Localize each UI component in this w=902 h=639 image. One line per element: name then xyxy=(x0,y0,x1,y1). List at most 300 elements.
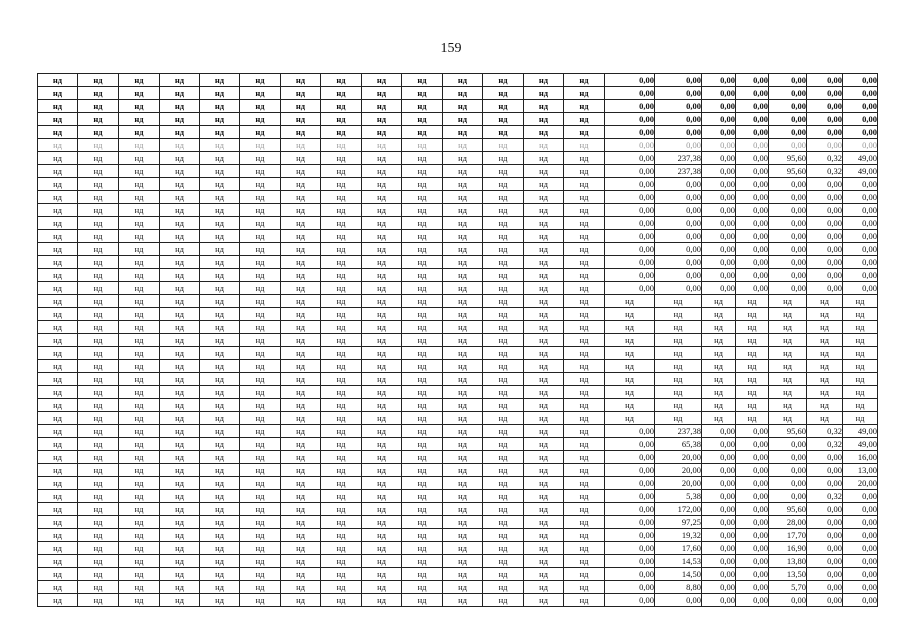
table-cell: нд xyxy=(483,269,524,282)
table-cell: нд xyxy=(38,321,78,334)
table-cell: нд xyxy=(78,217,119,230)
table-cell: нд xyxy=(443,282,483,295)
table-cell: 5,38 xyxy=(655,490,702,503)
table-cell: нд xyxy=(443,464,483,477)
table-cell: нд xyxy=(362,256,402,269)
table-cell: нд xyxy=(38,139,78,152)
table-cell: нд xyxy=(769,347,807,360)
table-cell: 97,25 xyxy=(655,516,702,529)
table-cell: 0,00 xyxy=(702,438,736,451)
table-cell: нд xyxy=(240,464,281,477)
table-cell: нд xyxy=(362,581,402,594)
table-cell: 0,00 xyxy=(807,503,843,516)
table-cell: нд xyxy=(38,568,78,581)
table-row xyxy=(38,178,878,191)
table-cell: нд xyxy=(240,321,281,334)
table-cell: нд xyxy=(736,295,769,308)
table-cell: нд xyxy=(38,334,78,347)
table-cell: нд xyxy=(605,412,655,425)
table-cell: 16,00 xyxy=(843,451,878,464)
table-cell: нд xyxy=(483,178,524,191)
table-cell: нд xyxy=(524,282,564,295)
table-cell: нд xyxy=(736,347,769,360)
table-cell: 0,00 xyxy=(807,451,843,464)
table-cell: нд xyxy=(443,308,483,321)
table-cell: 0,00 xyxy=(702,230,736,243)
table-cell: нд xyxy=(119,295,160,308)
table-cell: 0,00 xyxy=(807,581,843,594)
table-cell: нд xyxy=(524,516,564,529)
table-cell: 0,00 xyxy=(605,477,655,490)
table-cell: нд xyxy=(483,87,524,100)
table-cell: 0,00 xyxy=(843,191,878,204)
table-cell: нд xyxy=(443,165,483,178)
table-cell: нд xyxy=(655,412,702,425)
table-cell: нд xyxy=(119,204,160,217)
table-cell: 0,00 xyxy=(843,555,878,568)
table-cell: 0,00 xyxy=(807,191,843,204)
table-cell: нд xyxy=(200,542,240,555)
table-cell: нд xyxy=(38,191,78,204)
table-cell: нд xyxy=(200,477,240,490)
table-cell: нд xyxy=(443,412,483,425)
table-cell: 0,32 xyxy=(807,425,843,438)
table-cell: 0,00 xyxy=(655,100,702,113)
table-cell: 0,00 xyxy=(702,100,736,113)
table-cell: нд xyxy=(160,347,200,360)
table-cell: нд xyxy=(200,360,240,373)
table-cell: нд xyxy=(843,412,878,425)
table-cell: нд xyxy=(402,360,443,373)
table-row xyxy=(38,425,878,438)
table-cell: 0,00 xyxy=(769,282,807,295)
table-cell: нд xyxy=(160,516,200,529)
table-cell: нд xyxy=(483,308,524,321)
table-cell: 0,00 xyxy=(807,100,843,113)
table-cell: нд xyxy=(321,581,362,594)
table-cell: нд xyxy=(240,425,281,438)
table-cell: нд xyxy=(564,568,605,581)
table-cell: 0,00 xyxy=(736,451,769,464)
table-cell: нд xyxy=(564,321,605,334)
table-cell: 49,00 xyxy=(843,425,878,438)
table-cell: нд xyxy=(605,347,655,360)
table-cell: нд xyxy=(564,477,605,490)
table-cell: нд xyxy=(483,230,524,243)
table-cell: нд xyxy=(119,217,160,230)
table-cell: нд xyxy=(281,178,321,191)
table-cell: нд xyxy=(160,282,200,295)
table-cell: нд xyxy=(281,451,321,464)
table-cell: нд xyxy=(807,360,843,373)
table-row xyxy=(38,373,878,386)
table-cell: нд xyxy=(483,451,524,464)
table-cell: нд xyxy=(564,555,605,568)
table-cell: нд xyxy=(564,516,605,529)
table-cell: нд xyxy=(524,594,564,607)
table-cell: нд xyxy=(655,308,702,321)
table-cell: 0,00 xyxy=(702,74,736,87)
table-cell: нд xyxy=(843,321,878,334)
table-cell: 0,00 xyxy=(702,165,736,178)
table-cell: нд xyxy=(78,230,119,243)
table-cell: нд xyxy=(483,243,524,256)
table-cell: нд xyxy=(321,321,362,334)
table-cell: нд xyxy=(240,152,281,165)
table-cell: нд xyxy=(564,204,605,217)
table-row xyxy=(38,451,878,464)
table-row xyxy=(38,555,878,568)
table-cell: нд xyxy=(362,451,402,464)
table-cell: нд xyxy=(38,503,78,516)
table-cell: нд xyxy=(119,230,160,243)
table-cell: нд xyxy=(769,360,807,373)
table-cell: нд xyxy=(564,100,605,113)
table-cell: нд xyxy=(564,178,605,191)
table-row xyxy=(38,503,878,516)
table-cell: 0,00 xyxy=(736,516,769,529)
table-cell: нд xyxy=(402,269,443,282)
table-cell: нд xyxy=(78,399,119,412)
table-cell: нд xyxy=(564,373,605,386)
table-cell: 28,00 xyxy=(769,516,807,529)
table-cell: нд xyxy=(281,230,321,243)
table-cell: 0,32 xyxy=(807,490,843,503)
table-cell: 0,00 xyxy=(736,438,769,451)
table-cell: нд xyxy=(362,373,402,386)
table-cell: нд xyxy=(443,477,483,490)
table-cell: нд xyxy=(78,386,119,399)
table-row xyxy=(38,386,878,399)
table-cell: 0,00 xyxy=(807,529,843,542)
table-cell: 0,00 xyxy=(807,477,843,490)
table-row xyxy=(38,516,878,529)
table-row xyxy=(38,230,878,243)
table-cell: нд xyxy=(524,269,564,282)
table-cell: нд xyxy=(200,503,240,516)
table-cell: 0,00 xyxy=(702,282,736,295)
table-cell: 0,00 xyxy=(702,87,736,100)
table-cell: нд xyxy=(119,594,160,607)
table-cell: нд xyxy=(281,113,321,126)
table-cell: нд xyxy=(160,555,200,568)
table-cell: нд xyxy=(321,490,362,503)
table-cell: 0,00 xyxy=(769,126,807,139)
table-cell: нд xyxy=(443,386,483,399)
table-cell: нд xyxy=(402,321,443,334)
table-cell: нд xyxy=(281,334,321,347)
table-cell: 0,00 xyxy=(736,243,769,256)
table-cell: 0,00 xyxy=(843,87,878,100)
table-cell: нд xyxy=(38,399,78,412)
table-cell: 20,00 xyxy=(655,464,702,477)
table-cell: 0,00 xyxy=(736,568,769,581)
table-cell: нд xyxy=(843,373,878,386)
table-cell: 0,00 xyxy=(702,425,736,438)
table-cell: 0,00 xyxy=(807,516,843,529)
table-cell: нд xyxy=(843,334,878,347)
table-cell: нд xyxy=(524,321,564,334)
table-cell: нд xyxy=(119,399,160,412)
table-cell: 0,00 xyxy=(769,178,807,191)
table-cell: нд xyxy=(38,438,78,451)
table-cell: нд xyxy=(564,360,605,373)
table-cell: нд xyxy=(702,412,736,425)
table-cell: нд xyxy=(362,217,402,230)
table-cell: нд xyxy=(78,204,119,217)
table-cell: нд xyxy=(78,477,119,490)
table-cell: 0,00 xyxy=(702,594,736,607)
table-cell: нд xyxy=(240,438,281,451)
table-cell: нд xyxy=(240,126,281,139)
table-cell: нд xyxy=(281,243,321,256)
table-cell: нд xyxy=(119,425,160,438)
table-cell: нд xyxy=(160,386,200,399)
table-row xyxy=(38,282,878,295)
table-cell: нд xyxy=(38,594,78,607)
table-cell: нд xyxy=(807,347,843,360)
table-cell: 0,00 xyxy=(769,594,807,607)
table-cell: 8,80 xyxy=(655,581,702,594)
table-cell: нд xyxy=(524,230,564,243)
table-cell: нд xyxy=(362,568,402,581)
table-cell: нд xyxy=(281,412,321,425)
table-cell: нд xyxy=(443,126,483,139)
table-cell: нд xyxy=(564,256,605,269)
table-cell: нд xyxy=(524,256,564,269)
table-cell: 0,00 xyxy=(769,113,807,126)
table-cell: нд xyxy=(362,139,402,152)
table-cell: 0,00 xyxy=(605,113,655,126)
table-cell: нд xyxy=(362,464,402,477)
table-cell: нд xyxy=(160,425,200,438)
table-cell: нд xyxy=(119,555,160,568)
table-cell: нд xyxy=(200,373,240,386)
table-cell: 20,00 xyxy=(843,477,878,490)
table-cell: нд xyxy=(160,204,200,217)
table-cell: нд xyxy=(200,425,240,438)
table-cell: нд xyxy=(702,334,736,347)
table-cell: нд xyxy=(240,386,281,399)
table-cell: нд xyxy=(483,412,524,425)
table-cell: 0,00 xyxy=(605,243,655,256)
table-cell: 0,00 xyxy=(655,204,702,217)
table-cell: нд xyxy=(362,87,402,100)
table-cell: нд xyxy=(281,386,321,399)
table-cell: нд xyxy=(281,490,321,503)
table-cell: нд xyxy=(321,516,362,529)
table-cell: нд xyxy=(321,334,362,347)
table-cell: 0,00 xyxy=(736,282,769,295)
table-cell: нд xyxy=(843,295,878,308)
table-cell: нд xyxy=(240,477,281,490)
table-cell: 0,00 xyxy=(605,594,655,607)
table-cell: нд xyxy=(483,295,524,308)
table-cell: нд xyxy=(321,360,362,373)
table-cell: 0,00 xyxy=(807,594,843,607)
table-cell: 0,00 xyxy=(736,542,769,555)
table-cell: нд xyxy=(564,139,605,152)
table-cell: нд xyxy=(38,490,78,503)
table-cell: нд xyxy=(702,373,736,386)
table-cell: 95,60 xyxy=(769,503,807,516)
table-cell: нд xyxy=(807,386,843,399)
table-cell: нд xyxy=(78,74,119,87)
table-cell: нд xyxy=(119,503,160,516)
table-cell: нд xyxy=(736,412,769,425)
table-cell: нд xyxy=(443,581,483,594)
table-cell: нд xyxy=(281,542,321,555)
table-cell: 0,00 xyxy=(702,204,736,217)
table-cell: нд xyxy=(240,360,281,373)
table-cell: 0,00 xyxy=(736,204,769,217)
table-cell: нд xyxy=(769,308,807,321)
table-cell: 0,00 xyxy=(605,165,655,178)
table-cell: нд xyxy=(200,217,240,230)
table-cell: нд xyxy=(564,74,605,87)
table-cell: нд xyxy=(564,308,605,321)
table-cell: нд xyxy=(281,204,321,217)
table-cell: 0,00 xyxy=(702,490,736,503)
table-cell: 0,00 xyxy=(702,139,736,152)
table-cell: 0,00 xyxy=(655,243,702,256)
table-cell: нд xyxy=(564,581,605,594)
table-cell: 0,00 xyxy=(843,594,878,607)
table-cell: 0,00 xyxy=(736,594,769,607)
table-cell: нд xyxy=(119,581,160,594)
table-cell: нд xyxy=(564,425,605,438)
table-cell: нд xyxy=(38,87,78,100)
table-cell: нд xyxy=(200,490,240,503)
table-cell: 0,00 xyxy=(807,269,843,282)
table-cell: нд xyxy=(281,100,321,113)
table-cell: 95,60 xyxy=(769,425,807,438)
table-cell: нд xyxy=(564,464,605,477)
table-cell: нд xyxy=(240,594,281,607)
table-cell: нд xyxy=(321,347,362,360)
table-cell: нд xyxy=(524,139,564,152)
table-cell: нд xyxy=(321,412,362,425)
table-cell: нд xyxy=(281,516,321,529)
table-cell: нд xyxy=(402,152,443,165)
table-cell: нд xyxy=(402,464,443,477)
table-cell: 0,00 xyxy=(807,204,843,217)
table-cell: нд xyxy=(564,490,605,503)
table-cell: нд xyxy=(807,334,843,347)
table-cell: нд xyxy=(281,165,321,178)
table-cell: нд xyxy=(160,74,200,87)
table-cell: нд xyxy=(769,334,807,347)
table-cell: нд xyxy=(524,503,564,516)
table-cell: нд xyxy=(38,451,78,464)
table-cell: нд xyxy=(402,191,443,204)
table-cell: нд xyxy=(443,100,483,113)
table-cell: нд xyxy=(240,581,281,594)
table-cell: нд xyxy=(483,477,524,490)
table-cell: 0,00 xyxy=(736,464,769,477)
table-cell: нд xyxy=(240,568,281,581)
table-cell: нд xyxy=(655,360,702,373)
table-cell: нд xyxy=(78,594,119,607)
table-cell: нд xyxy=(119,152,160,165)
table-cell: нд xyxy=(362,529,402,542)
table-cell: нд xyxy=(119,347,160,360)
table-cell: 0,00 xyxy=(605,126,655,139)
table-row xyxy=(38,542,878,555)
table-cell: нд xyxy=(564,399,605,412)
table-cell: нд xyxy=(160,503,200,516)
table-cell: нд xyxy=(200,438,240,451)
table-cell: 16,90 xyxy=(769,542,807,555)
table-cell: 0,32 xyxy=(807,438,843,451)
table-cell: нд xyxy=(160,139,200,152)
table-cell: нд xyxy=(564,438,605,451)
table-cell: нд xyxy=(78,412,119,425)
table-cell: нд xyxy=(443,347,483,360)
table-cell: 0,00 xyxy=(605,269,655,282)
table-cell: нд xyxy=(240,490,281,503)
table-row xyxy=(38,139,878,152)
table-cell: нд xyxy=(200,74,240,87)
table-row xyxy=(38,243,878,256)
table-cell: нд xyxy=(119,178,160,191)
table-cell: нд xyxy=(402,100,443,113)
table-cell: нд xyxy=(160,594,200,607)
table-cell: нд xyxy=(200,321,240,334)
table-cell: нд xyxy=(78,568,119,581)
table-cell: нд xyxy=(78,308,119,321)
table-cell: 95,60 xyxy=(769,165,807,178)
table-cell: нд xyxy=(281,438,321,451)
table-row xyxy=(38,529,878,542)
table-cell: 13,00 xyxy=(843,464,878,477)
table-cell: нд xyxy=(78,87,119,100)
table-cell: нд xyxy=(160,321,200,334)
table-cell: нд xyxy=(564,217,605,230)
table-cell: нд xyxy=(240,347,281,360)
table-cell: нд xyxy=(281,503,321,516)
table-cell: нд xyxy=(119,243,160,256)
table-cell: нд xyxy=(38,282,78,295)
table-cell: нд xyxy=(524,542,564,555)
table-cell: нд xyxy=(281,360,321,373)
table-cell: нд xyxy=(200,87,240,100)
table-cell: нд xyxy=(402,334,443,347)
table-cell: нд xyxy=(443,516,483,529)
table-cell: нд xyxy=(78,334,119,347)
table-cell: нд xyxy=(843,308,878,321)
table-cell: нд xyxy=(38,230,78,243)
table-cell: 19,32 xyxy=(655,529,702,542)
table-cell: 0,00 xyxy=(655,74,702,87)
table-cell: нд xyxy=(443,295,483,308)
table-cell: 0,00 xyxy=(807,256,843,269)
table-cell: 0,00 xyxy=(605,230,655,243)
table-cell: нд xyxy=(564,282,605,295)
table-cell: нд xyxy=(483,581,524,594)
table-cell: нд xyxy=(605,399,655,412)
table-cell: 0,00 xyxy=(807,464,843,477)
table-cell: 237,38 xyxy=(655,425,702,438)
table-cell: нд xyxy=(281,74,321,87)
table-cell: нд xyxy=(564,451,605,464)
table-cell: нд xyxy=(483,399,524,412)
table-cell: 0,00 xyxy=(736,529,769,542)
table-cell: 0,00 xyxy=(807,568,843,581)
table-cell: нд xyxy=(281,295,321,308)
table-cell: нд xyxy=(443,321,483,334)
table-cell: нд xyxy=(564,594,605,607)
